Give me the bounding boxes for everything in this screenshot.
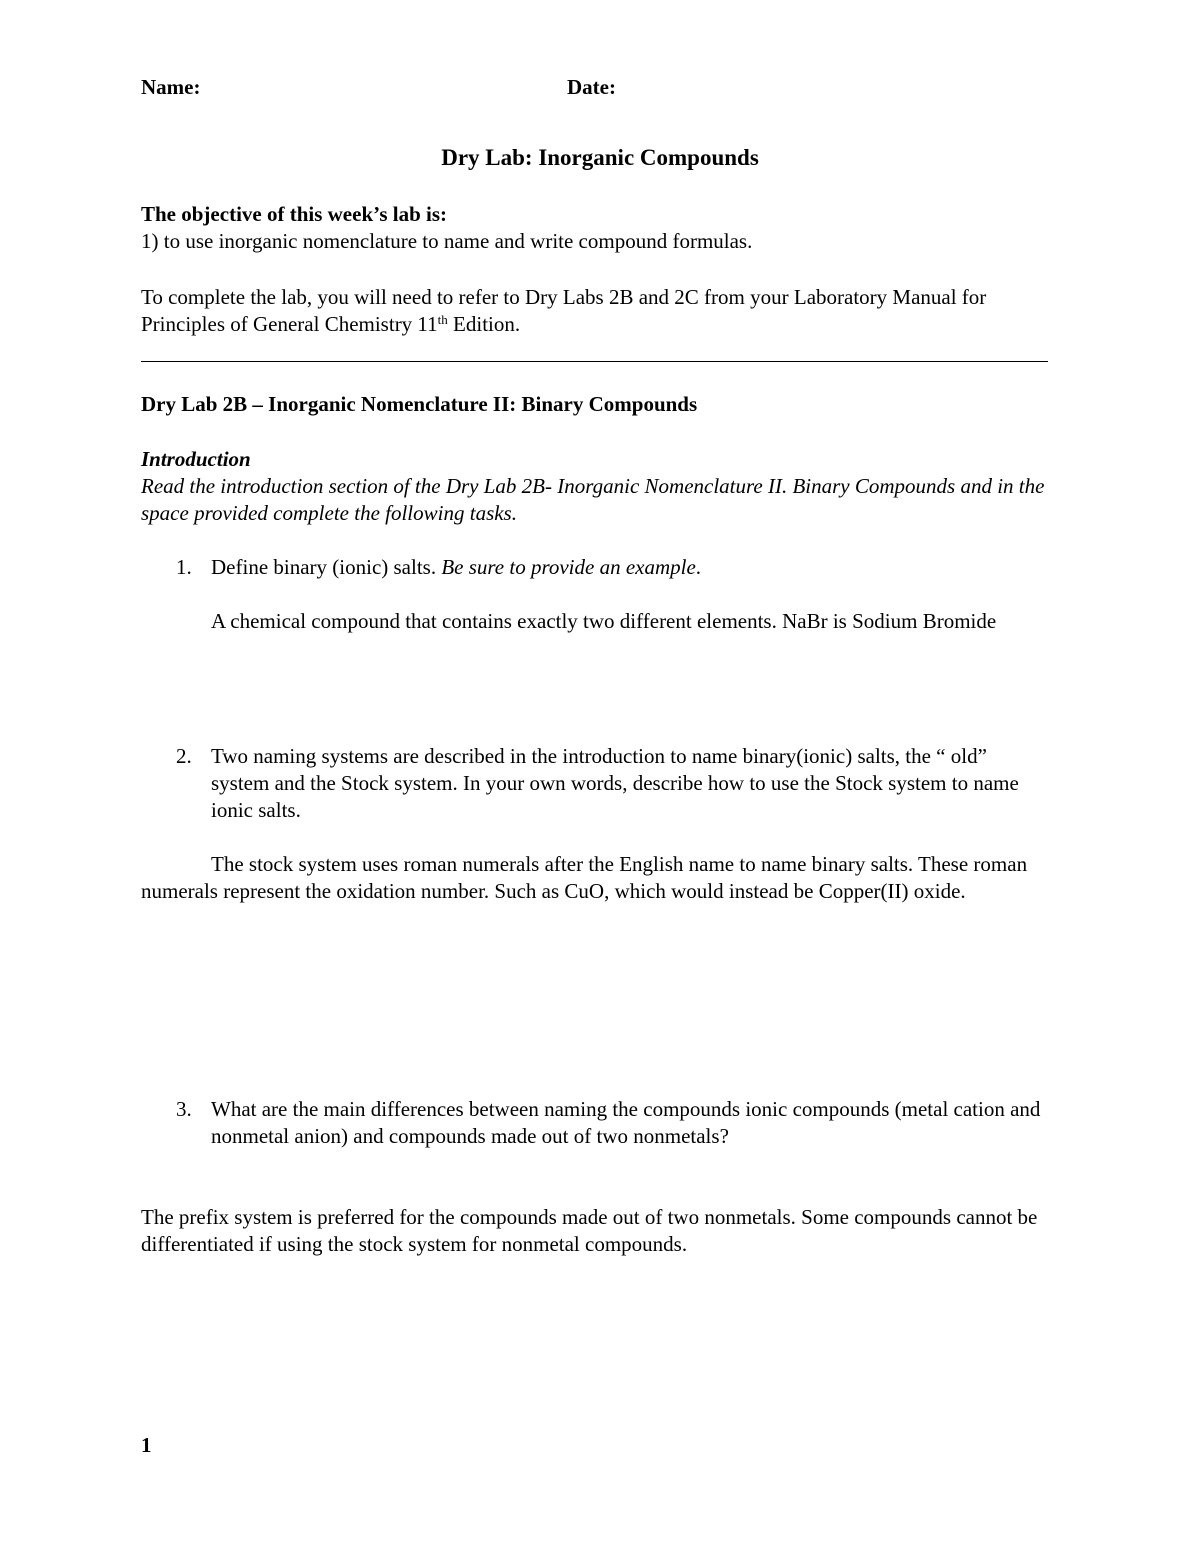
objective-item: 1) to use inorganic nomenclature to name and write compound formulas.	[141, 229, 753, 253]
question-2-text: Two naming systems are described in the introduction to name binary(ionic) salts, the “ old” system and the Stock system. In your own words, describe how to use the Stock system to name ionic salts.	[211, 744, 1019, 822]
instructions-paragraph	[141, 284, 1071, 338]
introduction-text: Read the introduction section of the Dry Lab 2B- Inorganic Nomenclature II. Binary Compounds and in the space provided complete the following tasks.	[141, 474, 1045, 525]
objective-heading: The objective of this week’s lab is:	[141, 202, 448, 226]
question-1-emphasis: Be sure to provide an example	[441, 555, 696, 579]
question-1-text	[211, 554, 1061, 581]
page-number: 1	[141, 1433, 152, 1457]
instructions-text: To complete the lab, you will need to refer to Dry Labs 2B and 2C from your Laboratory Manual for Principles of General Chemistry 11	[141, 285, 987, 336]
question-2-number: 2.	[176, 744, 192, 768]
instructions-text-end: Edition.	[447, 312, 521, 336]
question-3-text: What are the main differences between naming the compounds ionic compounds (metal cation and nonmetal anion) and compounds made out of two nonmetals?	[211, 1097, 1041, 1148]
page-title: Dry Lab: Inorganic Compounds	[441, 145, 759, 170]
answer-3-text: The prefix system is preferred for the compounds made out of two nonmetals. Some compounds cannot be differentiated if using the stock system for nonmetal compounds.	[141, 1205, 1038, 1256]
answer-1-text: A chemical compound that contains exactly two different elements. NaBr is Sodium Bromide	[211, 609, 997, 633]
introduction-heading: Introduction	[141, 447, 251, 471]
question-1-number: 1.	[176, 555, 192, 579]
answer-2-text: The stock system uses roman numerals after the English name to name binary salts. These roman numerals represent the oxidation number. Such as CuO, which would instead be Copper(II) oxide.	[141, 852, 1028, 903]
ordinal-superscript: th	[437, 312, 448, 327]
question-1-end: .	[695, 555, 702, 579]
name-label: Name:	[141, 75, 201, 99]
section-title: Dry Lab 2B – Inorganic Nomenclature II: Binary Compounds	[141, 392, 698, 416]
date-label: Date:	[567, 75, 616, 99]
section-divider	[141, 361, 1048, 362]
question-1-prompt: Define binary (ionic) salts.	[211, 555, 442, 579]
question-3-number: 3.	[176, 1097, 192, 1121]
